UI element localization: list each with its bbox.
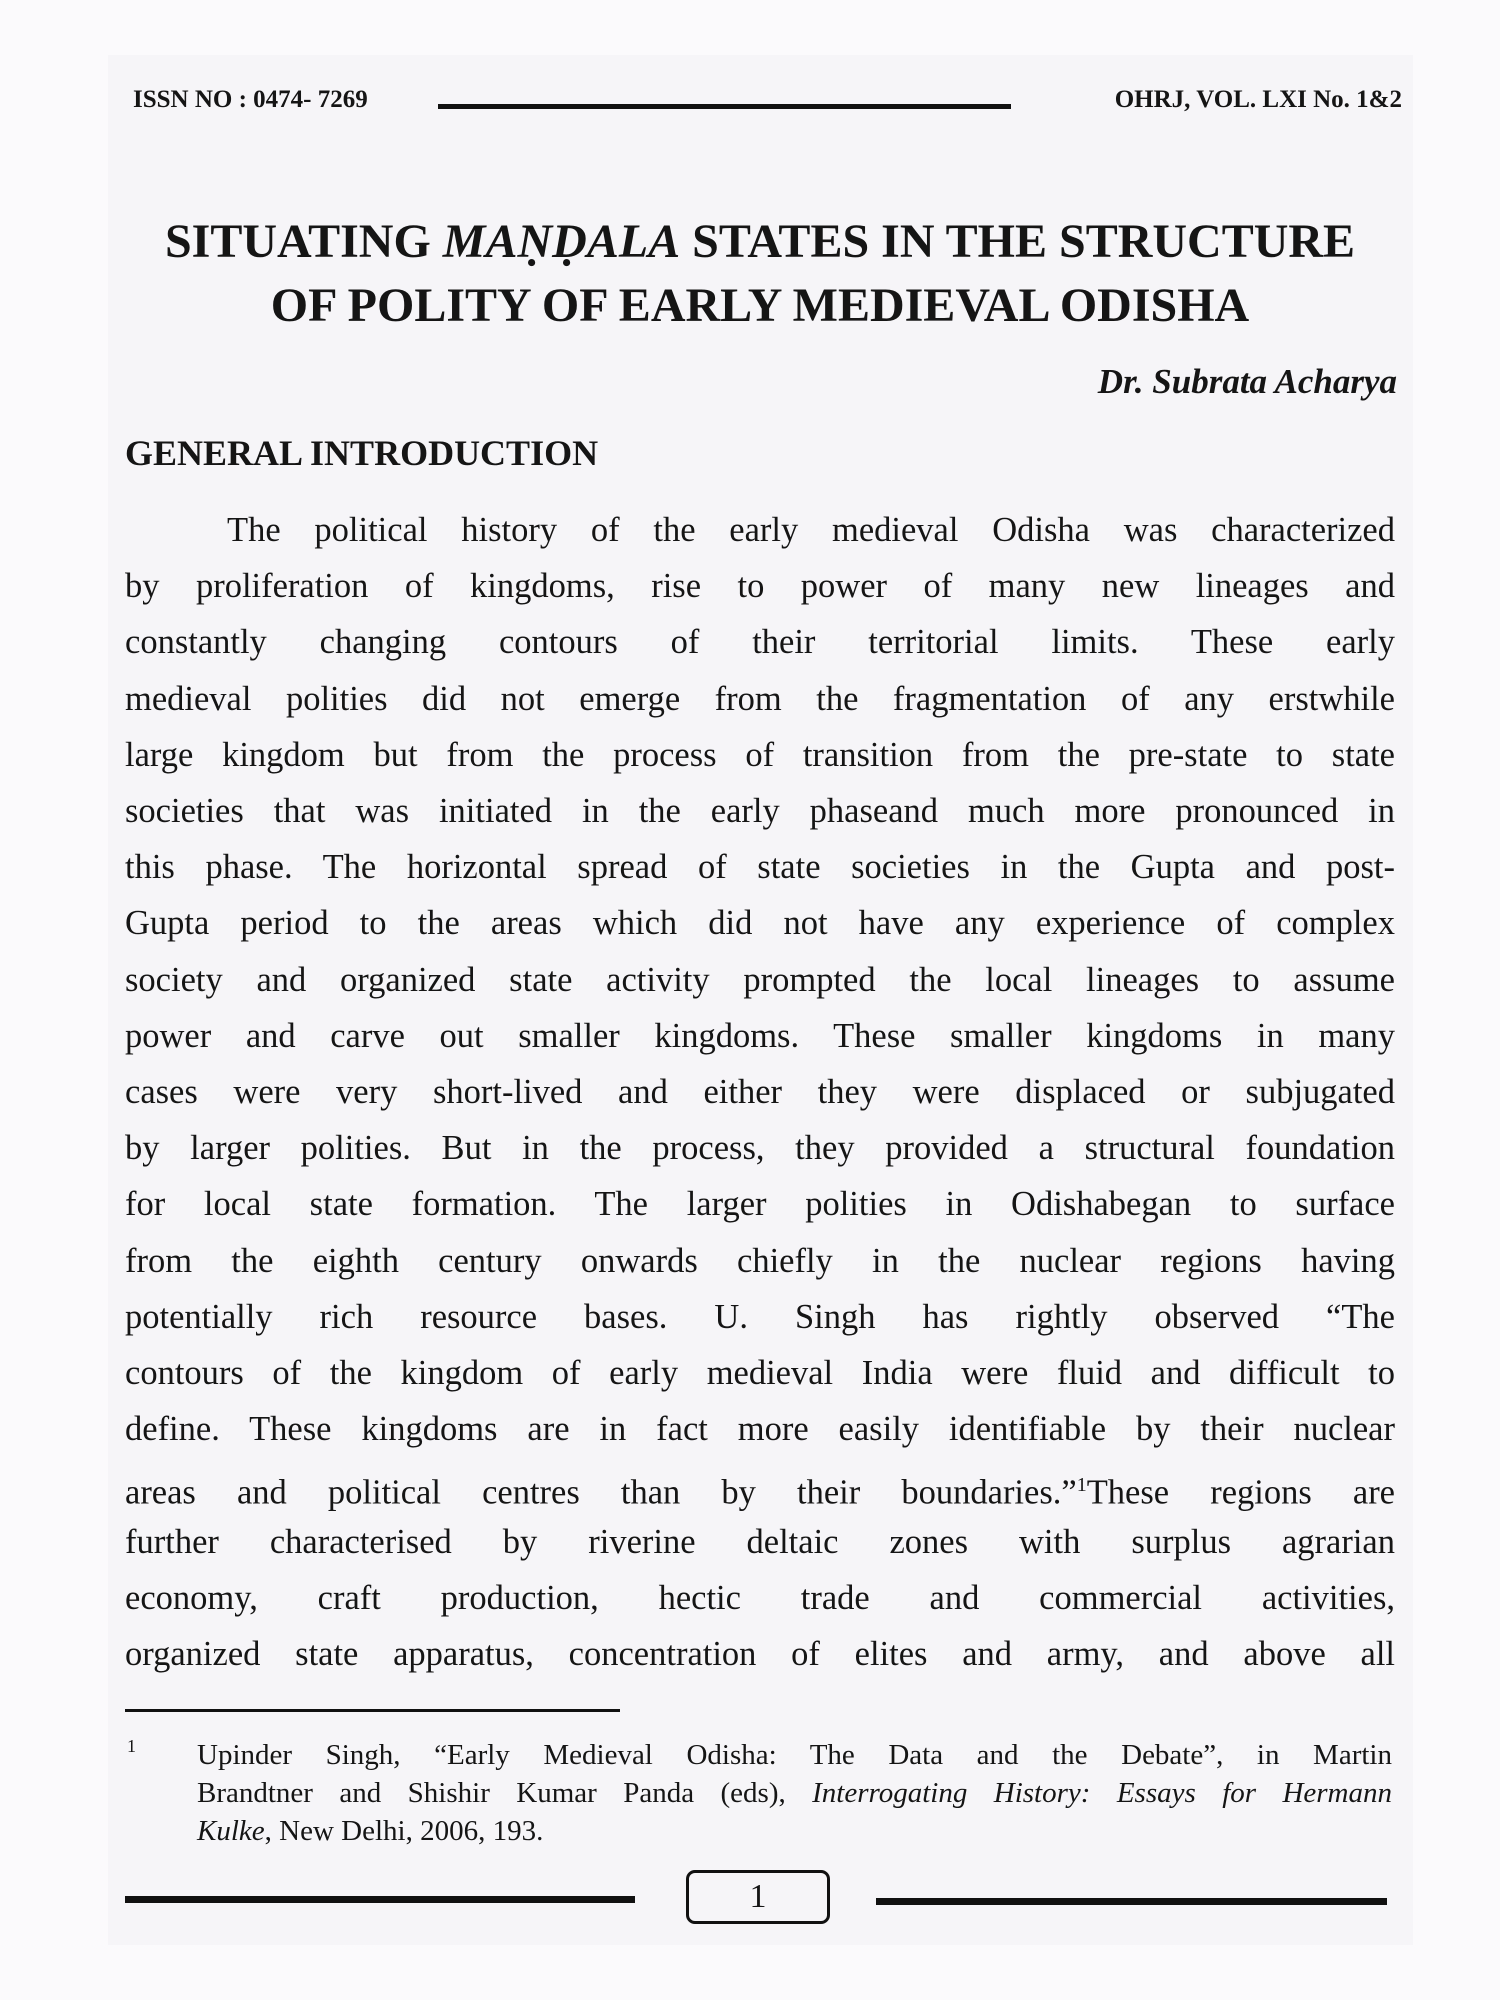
body-line-text: define. These kingdoms are in fact more easily identifiable by their nuclear [125, 1410, 1395, 1449]
body-line [125, 1120, 1395, 1176]
article-title-line-1 [120, 212, 1400, 272]
body-line-text: society and organized state activity prompted the local lineages to assume [125, 960, 1395, 999]
body-line [125, 1176, 1395, 1232]
body-line-text: Gupta period to the areas which did not have any experience of complex [125, 904, 1395, 943]
body-line [125, 1008, 1395, 1064]
body-line [125, 1345, 1395, 1401]
body-line [125, 1064, 1395, 1120]
footnote-line-2 [197, 1774, 1392, 1812]
body-line [125, 1401, 1395, 1457]
body-line [125, 783, 1395, 839]
body-line-text: The political history of the early medieval Odisha was characterized [227, 511, 1395, 549]
body-line [125, 558, 1395, 614]
body-line [125, 1626, 1395, 1682]
body-line-text: by larger polities. But in the process, they provided a structural foundation [125, 1129, 1395, 1168]
body-line-text: this phase. The horizontal spread of state societies in the Gupta and post- [125, 848, 1395, 887]
body-line [125, 1289, 1395, 1345]
body-line [125, 1457, 1395, 1513]
body-line-text: large kingdom but from the process of transition from the pre-state to state [125, 735, 1395, 774]
header-rule [438, 104, 1011, 109]
body-line-text: medieval polities did not emerge from the fragmentation of any erstwhile [125, 679, 1395, 718]
footnote-text: Brandtner and Shishir Kumar Panda (eds), [197, 1777, 813, 1809]
body-line-text: constantly changing contours of their territorial limits. These early [125, 623, 1395, 662]
body-line-text: by proliferation of kingdoms, rise to power of many new lineages and [125, 567, 1395, 606]
body-line-text: economy, craft production, hectic trade and commercial activities, [125, 1578, 1395, 1617]
article-title-line-2: OF POLITY OF EARLY MEDIEVAL ODISHA [270, 279, 1250, 332]
body-line [125, 1233, 1395, 1289]
body-line-text: These regions are [1086, 1473, 1395, 1512]
footnote-separator [125, 1709, 620, 1712]
footnote-reference[interactable]: 1 [1076, 1474, 1087, 1497]
body-line-text: potentially rich resource bases. U. Singh has rightly observed “The [125, 1297, 1395, 1336]
body-line-text: organized state apparatus, concentration of elites and army, and above all [125, 1635, 1395, 1673]
body-line [125, 727, 1395, 783]
page-number: 1 [686, 1870, 830, 1924]
footnote-book-title: Interrogating History: Essays for Hermann [812, 1777, 1392, 1809]
body-line [125, 839, 1395, 895]
body-line [125, 1570, 1395, 1626]
section-heading: GENERAL INTRODUCTION [125, 433, 599, 473]
body-line [125, 614, 1395, 670]
footnote-marker: 1 [127, 1736, 136, 1756]
body-line [125, 895, 1395, 951]
author-name: Dr. Subrata Acharya [1097, 362, 1397, 401]
body-line-text: societies that was initiated in the early phaseand much more pronounced in [125, 792, 1395, 830]
footer-rule-left [125, 1896, 635, 1903]
body-line-text: areas and political centres than by their boundaries.” [125, 1473, 1077, 1512]
issn-label: ISSN NO : 0474- 7269 [133, 86, 368, 113]
body-line-text: further characterised by riverine deltaic zones with surplus agrarian [125, 1522, 1395, 1561]
body-line [227, 502, 1395, 558]
body-line-text: power and carve out smaller kingdoms. These smaller kingdoms in many [125, 1016, 1395, 1055]
body-line [125, 1514, 1395, 1570]
title-text: STATES IN THE STRUCTURE [680, 215, 1356, 268]
footnote-line-1: Upinder Singh, “Early Medieval Odisha: The Data and the Debate”, in Martin [197, 1739, 1392, 1771]
footnote-book-title: Kulke [197, 1815, 265, 1847]
body-line-text: from the eighth century onwards chiefly in the nuclear regions having [125, 1241, 1395, 1280]
footnote-line-3 [197, 1812, 543, 1850]
journal-volume: OHRJ, VOL. LXI No. 1&2 [1114, 86, 1402, 113]
body-line-text: for local state formation. The larger polities in Odishabegan to surface [125, 1185, 1395, 1224]
body-line [125, 952, 1395, 1008]
title-text: SITUATING [164, 215, 443, 268]
footnote-text: , New Delhi, 2006, 193. [264, 1815, 544, 1847]
body-line-text: contours of the kingdom of early medieval India were fluid and difficult to [125, 1354, 1395, 1392]
footer-rule-right [876, 1898, 1387, 1905]
body-line-text: cases were very short-lived and either they were displaced or subjugated [125, 1073, 1395, 1111]
body-line [125, 671, 1395, 727]
title-italic-term: MAṆḌALA [442, 215, 681, 268]
